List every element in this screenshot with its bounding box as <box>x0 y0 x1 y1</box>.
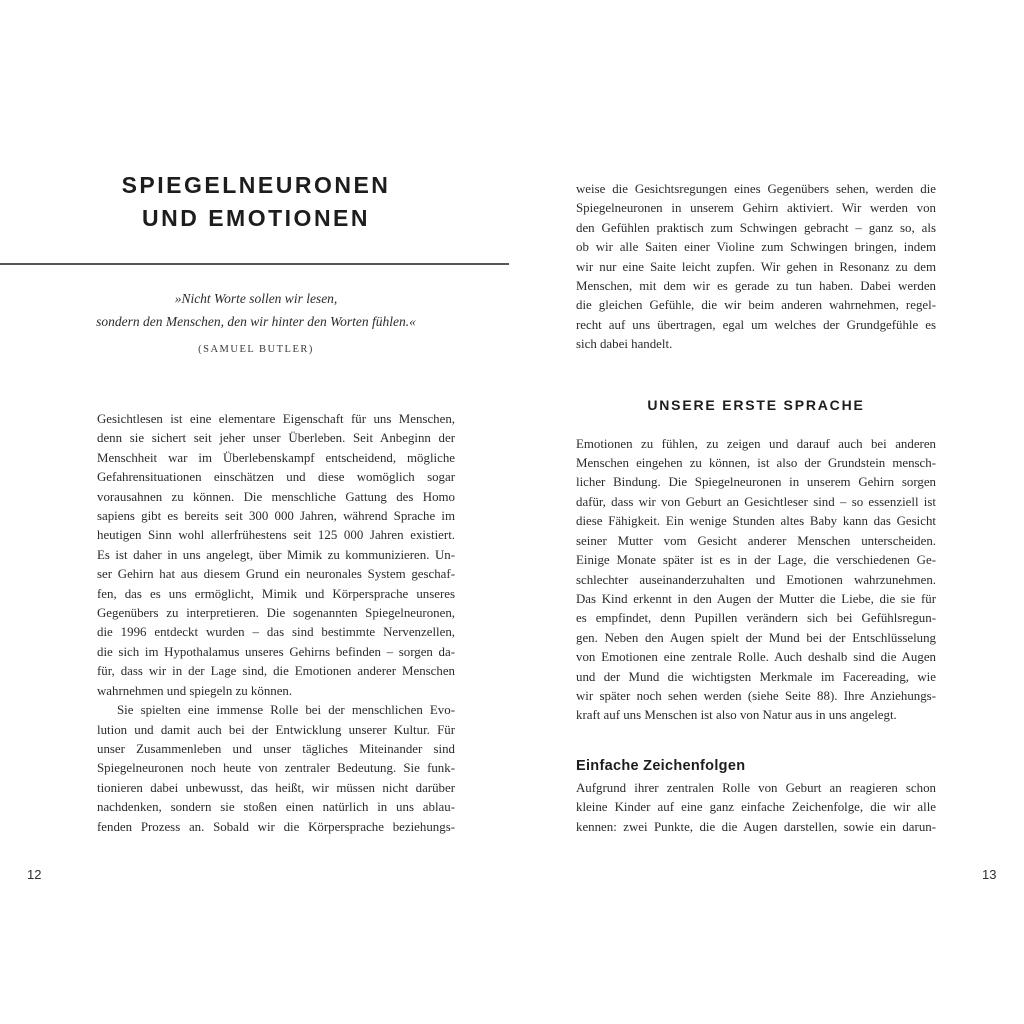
right-page-text-column <box>576 180 936 837</box>
text-line: Aufgrund ihrer zentralen Rolle von Geburt an reagieren schon <box>576 780 936 795</box>
paragraph <box>576 779 936 837</box>
text-line: SPIEGELNEURONEN <box>121 172 391 198</box>
text-line: Es ist daher in uns angelegt, über Mimik zu kommunizieren. Un- <box>97 547 455 562</box>
quote-text <box>0 287 512 333</box>
paragraph <box>97 701 455 837</box>
section-heading: UNSERE ERSTE SPRACHE <box>647 396 865 413</box>
chapter-quote <box>0 287 512 361</box>
text-line: die gleichen Gefühle, die wir beim anderen wahrnehmen, regel- <box>576 298 936 313</box>
text-line: sondern den Menschen, den wir hinter den Worten fühlen.« <box>96 314 416 329</box>
text-line: lution und damit auch bei der Entwicklung unserer Kultur. Für <box>97 722 455 737</box>
text-line: tionieren dabei unbewusst, das heißt, wir müssen nicht darüber <box>97 780 455 795</box>
text-line: ser Gehirn hat aus diesem Grund ein neuronales System geschaf- <box>97 567 455 582</box>
text-line: »Nicht Worte sollen wir lesen, <box>174 291 338 306</box>
title-rule <box>0 263 509 265</box>
text-line: und der Mund die wichtigsten Merkmale im Facereading, wie <box>576 669 936 684</box>
text-line: weise die Gesichtsregungen eines Gegenübers sehen, werden die <box>576 182 936 196</box>
subsection-paragraphs <box>576 779 936 837</box>
text-line: unser Zusammenleben und unser tägliches Miteinander sind <box>97 741 455 756</box>
quote-attribution: (SAMUEL BUTLER) <box>198 344 314 355</box>
page-number-left: 12 <box>27 867 42 882</box>
text-line: sich dabei handelt. <box>576 337 673 352</box>
text-line: gen. Neben den Augen spielt der Mund bei der Entschlüsselung <box>576 630 936 645</box>
text-line: kennen: zwei Punkte, die die Augen darstellen, sowie ein darun- <box>576 819 936 834</box>
text-line: fenden Prozess an. Sobald wir die Körpersprache beziehungs- <box>97 819 455 834</box>
text-line: seiner Mutter vom Gesicht anderer Menschen unterscheiden. <box>576 533 936 548</box>
text-line: Menschheit war im Überlebenskampf entscheidend, mögliche <box>97 450 455 465</box>
text-line: vorausahnen zu können. Die menschliche Gattung des Homo <box>97 489 455 504</box>
text-line: den Gefühlen praktisch zum Schwingen gebracht – ganz so, als <box>576 220 936 235</box>
left-page-text-column <box>97 410 455 837</box>
text-line: Sie spielten eine immense Rolle bei der menschlichen Evo- <box>117 703 455 718</box>
text-line: schlechter auseinanderzuhalten und Emotionen wahrzunehmen. <box>576 572 936 587</box>
text-line: Gefahrensituationen einschätzen und diese womöglich sogar <box>97 470 455 485</box>
text-line: Einige Monate später ist es in der Lage, die verschiedenen Ge- <box>576 553 936 568</box>
text-line: wahrnehmen und spiegeln zu können. <box>97 683 293 698</box>
text-line: Spiegelneuronen in unserem Gehirn aktiviert. Wir werden von <box>576 201 936 216</box>
text-line: die sich im Hypothalamus unseres Gehirns befinden – sorgen da- <box>97 644 455 659</box>
text-line: denn sie sichert seit jeher unser Überleben. Seit Anbeginn der <box>97 431 455 446</box>
text-line: ob wir alle Saiten einer Violine zum Schwingen bringen, indem <box>576 240 936 255</box>
text-line: dafür, dass wir von Geburt an Gesichtleser sind – so essenziell ist <box>576 494 936 509</box>
text-line: Menschen, mit dem wir es gerade zu tun haben. Dabei werden <box>576 279 936 294</box>
text-line: sapiens gibt es bereits seit 300 000 Jahren, während Sprache im <box>97 509 455 524</box>
text-line: wir nur eine Saite leicht zupfen. Wir gehen in Resonanz zu dem <box>576 259 936 274</box>
subsection-heading: Einfache Zeichenfolgen <box>576 757 746 774</box>
paragraph <box>576 435 936 726</box>
text-line: Gegenübers zu interpretieren. Die sogenannten Spiegelneuronen, <box>97 606 455 621</box>
intro-paragraphs <box>576 180 936 355</box>
text-line: wir später noch sehen werden (siehe Seite 88). Ihre Anziehungs- <box>576 688 936 703</box>
paragraph <box>576 180 936 355</box>
text-line: Spiegelneuronen noch heute von zentraler Bedeutung. Sie funk- <box>97 761 455 776</box>
text-line: UND EMOTIONEN <box>142 205 370 231</box>
text-line: kraft auf uns Menschen ist also von Natur aus in uns angelegt. <box>576 708 897 723</box>
page-number-right: 13 <box>982 867 997 882</box>
text-line: Gesichtlesen ist eine elementare Eigenschaft für uns Menschen, <box>97 412 455 426</box>
text-line: es empfindet, denn Pupillen verändern sich bei Gefühlsregun- <box>576 611 936 626</box>
text-line: kleine Kinder auf eine ganz einfache Zeichenfolge, die wir alle <box>576 800 936 815</box>
text-line: die 1996 entdeckt wurden – das sind bestimmte Nervenzellen, <box>97 625 455 640</box>
text-line: diese Fähigkeit. Ein wenige Stunden altes Baby kann das Gesicht <box>576 514 936 529</box>
text-line: licher Bindung. Die Spiegelneuronen in unserem Gehirn sorgen <box>576 475 936 490</box>
text-line: recht auf uns übertragen, egal um welches der Grundgefühle es <box>576 317 936 332</box>
text-line: von Emotionen eine zentrale Rolle. Auch deshalb sind die Augen <box>576 650 936 665</box>
chapter-title <box>0 169 512 235</box>
text-line: Das Kind erkennt in den Augen der Mutter die Liebe, die sie für <box>576 591 936 606</box>
text-line: Emotionen zu fühlen, zu zeigen und darauf auch bei anderen <box>576 436 936 451</box>
text-line: fen, das es uns ermöglicht, Mimik und Körpersprache unseres <box>97 586 455 601</box>
text-line: Menschen eingehen zu können, ist also der Grundstein mensch- <box>576 456 936 471</box>
text-line: für, dass wir in der Lage sind, die Emotionen anderer Menschen <box>97 664 455 679</box>
text-line: nachdenken, sondern sie stoßen einen natürlich in uns ablau- <box>97 800 455 815</box>
paragraph <box>97 410 455 701</box>
section-paragraphs <box>576 435 936 726</box>
text-line: heutigen Sinn wohl allerfrühestens seit 125 000 Jahren existiert. <box>97 528 455 543</box>
